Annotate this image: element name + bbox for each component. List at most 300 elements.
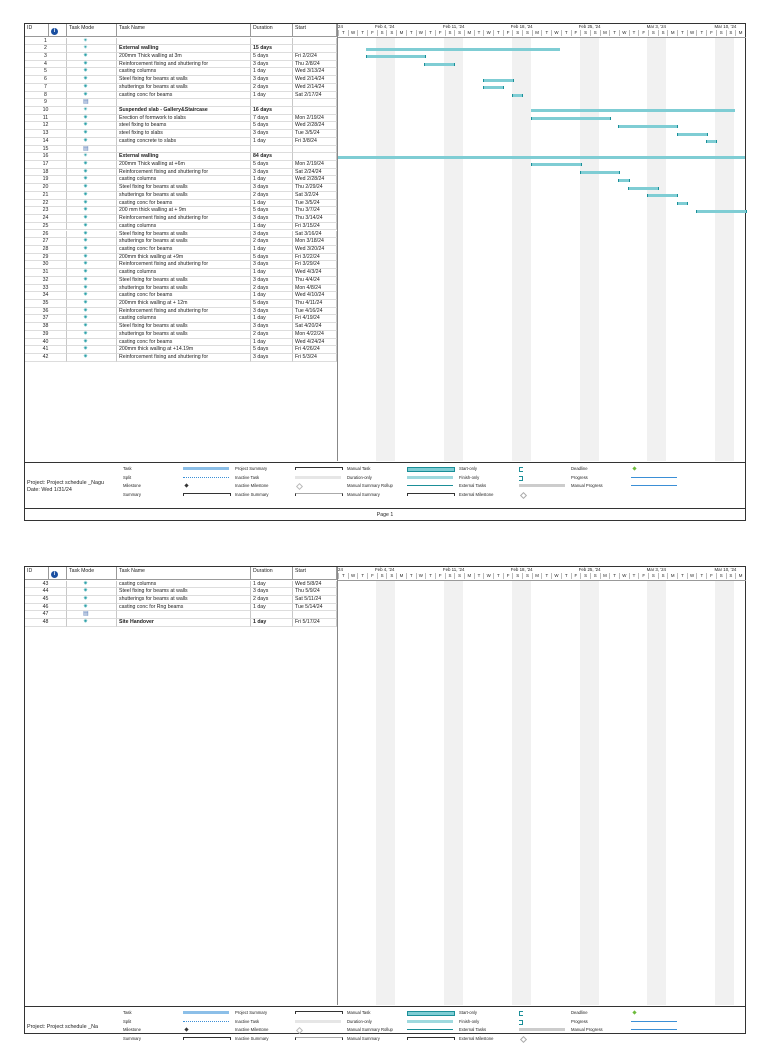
task-bar[interactable] <box>483 86 504 89</box>
pin-icon: ✷ <box>83 354 89 361</box>
task-mode-icon <box>67 138 117 146</box>
task-mode-icon <box>67 292 117 300</box>
task-name[interactable]: shutterings for beams at walls <box>117 285 251 293</box>
task-bar[interactable] <box>366 55 426 58</box>
task-start[interactable]: Fri 4/26/24 <box>293 346 337 354</box>
task-bar[interactable] <box>483 79 514 82</box>
task-duration[interactable]: 1 day <box>251 92 293 100</box>
task-row[interactable] <box>25 115 745 123</box>
task-duration[interactable]: 15 days <box>251 45 293 53</box>
pin-icon: ✷ <box>83 284 89 291</box>
task-duration[interactable]: 2 days <box>251 192 293 200</box>
task-start[interactable]: Fri 5/3/24 <box>293 354 337 362</box>
task-start[interactable] <box>293 107 337 115</box>
timescale-day-label: M <box>396 573 406 579</box>
task-duration[interactable]: 1 day <box>251 604 293 612</box>
timescale-day-label: S <box>726 30 736 36</box>
task-name[interactable]: Reinforcement fixing and shuttering for <box>117 308 251 316</box>
task-name[interactable]: Suspended slab - Gallery&Staircase <box>117 107 251 115</box>
task-row[interactable] <box>25 254 745 262</box>
task-row[interactable] <box>25 246 745 254</box>
task-id: 18 <box>25 169 67 177</box>
task-bar[interactable] <box>696 210 747 213</box>
task-duration[interactable]: 3 days <box>251 261 293 269</box>
task-duration[interactable]: 3 days <box>251 130 293 138</box>
task-row[interactable] <box>25 323 745 331</box>
task-duration[interactable]: 3 days <box>251 184 293 192</box>
task-row[interactable] <box>25 138 745 146</box>
task-start[interactable] <box>293 38 337 46</box>
task-mode-icon <box>67 269 117 277</box>
task-name[interactable]: 200mm thick walling at + 12m <box>117 300 251 308</box>
task-duration[interactable]: 1 day <box>251 176 293 184</box>
task-name[interactable]: shutterings for beams at walls <box>117 84 251 92</box>
legend-symbol <box>632 466 636 470</box>
task-duration[interactable]: 1 day <box>251 223 293 231</box>
task-start[interactable] <box>293 45 337 53</box>
task-row[interactable] <box>25 619 745 627</box>
task-name[interactable]: casting conc for Rng beams <box>117 604 251 612</box>
task-name[interactable]: casting columns <box>117 581 251 589</box>
task-name[interactable]: casting conc for beams <box>117 292 251 300</box>
task-start[interactable]: Sat 5/11/24 <box>293 596 337 604</box>
task-name[interactable]: Reinforcement fixing and shuttering for <box>117 215 251 223</box>
task-start[interactable]: Sat 3/16/24 <box>293 231 337 239</box>
task-duration[interactable] <box>251 611 293 619</box>
task-duration[interactable]: 3 days <box>251 215 293 223</box>
task-name[interactable]: Steel fixing for beams at walls <box>117 76 251 84</box>
task-name[interactable]: Reinforcement fixing and shuttering for <box>117 354 251 362</box>
pin-icon: ✷ <box>83 269 89 276</box>
task-bar[interactable] <box>618 125 678 128</box>
task-duration[interactable]: 3 days <box>251 588 293 596</box>
timescale-week-label: Feb 11, '24 <box>442 567 465 572</box>
task-name[interactable]: 200 mm thick walling at + 9m <box>117 207 251 215</box>
task-start[interactable]: Sat 4/20/24 <box>293 323 337 331</box>
task-row[interactable] <box>25 285 745 293</box>
column-header-name[interactable]: Task Name <box>117 24 251 37</box>
task-name[interactable]: casting columns <box>117 269 251 277</box>
task-duration[interactable]: 2 days <box>251 331 293 339</box>
task-start[interactable]: Wed 2/28/24 <box>293 122 337 130</box>
task-start[interactable]: Fri 5/17/24 <box>293 619 337 627</box>
column-header-name[interactable]: Task Name <box>117 567 251 580</box>
task-name[interactable]: shutterings for beams at walls <box>117 238 251 246</box>
task-name[interactable]: casting columns <box>117 68 251 76</box>
task-duration[interactable]: 84 days <box>251 153 293 161</box>
task-mode-icon <box>67 246 117 254</box>
task-duration[interactable]: 3 days <box>251 354 293 362</box>
task-row[interactable] <box>25 207 745 215</box>
task-row[interactable] <box>25 339 745 347</box>
task-mode-icon <box>67 604 117 612</box>
task-row[interactable] <box>25 315 745 323</box>
task-start[interactable]: Sat 2/24/24 <box>293 169 337 177</box>
task-row[interactable] <box>25 292 745 300</box>
legend-item: Inactive Summary <box>235 491 269 497</box>
task-start[interactable]: Mon 4/22/24 <box>293 331 337 339</box>
legend-item: Task <box>123 466 132 471</box>
timescale-day-label: T <box>425 573 435 579</box>
task-duration[interactable]: 2 days <box>251 596 293 604</box>
timescale-day-label: T <box>677 30 687 36</box>
task-row[interactable] <box>25 588 745 596</box>
task-id: 31 <box>25 269 67 277</box>
task-name[interactable]: casting conc for beams <box>117 92 251 100</box>
task-start[interactable] <box>293 611 337 619</box>
task-start[interactable]: Wed 3/13/24 <box>293 68 337 76</box>
task-name[interactable]: Reinforcement fixing and shuttering for <box>117 261 251 269</box>
legend-item: Task <box>123 1010 132 1015</box>
task-duration[interactable]: 5 days <box>251 346 293 354</box>
legend-symbol <box>407 1011 455 1016</box>
task-bar[interactable] <box>618 179 630 182</box>
task-name[interactable] <box>117 38 251 46</box>
task-name[interactable]: casting concrete to slabs <box>117 138 251 146</box>
task-start[interactable]: Thu 4/11/24 <box>293 300 337 308</box>
task-start[interactable]: Wed 5/8/24 <box>293 581 337 589</box>
task-row[interactable] <box>25 146 745 154</box>
weekend-shade <box>715 580 734 1005</box>
task-mode-icon <box>67 231 117 239</box>
legend-symbol <box>407 476 453 479</box>
task-name[interactable]: External walling <box>117 45 251 53</box>
column-header-info[interactable] <box>49 24 67 37</box>
task-mode-icon <box>67 61 117 69</box>
task-duration[interactable]: 7 days <box>251 115 293 123</box>
task-row[interactable] <box>25 215 745 223</box>
pin-icon: ✷ <box>83 137 89 144</box>
pin-icon: ✷ <box>83 603 89 610</box>
timescale-day-label: F <box>638 30 648 36</box>
timescale-day-label: F <box>435 573 445 579</box>
legend-item: External Milestone <box>459 491 494 497</box>
task-start[interactable]: Thu 2/8/24 <box>293 61 337 69</box>
task-start[interactable]: Sat 2/17/24 <box>293 92 337 100</box>
task-id: 35 <box>25 300 67 308</box>
legend-item: Project Summary <box>235 466 268 471</box>
task-start[interactable]: Fri 4/19/24 <box>293 315 337 323</box>
task-name[interactable]: casting conc for beams <box>117 246 251 254</box>
task-row[interactable] <box>25 76 745 84</box>
task-row[interactable] <box>25 192 745 200</box>
task-duration[interactable]: 3 days <box>251 61 293 69</box>
task-duration[interactable]: 3 days <box>251 76 293 84</box>
task-start[interactable]: Mon 3/18/24 <box>293 238 337 246</box>
timescale-day-label: F <box>638 573 648 579</box>
task-name[interactable] <box>117 146 251 154</box>
task-name[interactable]: shutterings for beams at walls <box>117 331 251 339</box>
task-row[interactable] <box>25 61 745 69</box>
task-row[interactable] <box>25 130 745 138</box>
summary-bar[interactable] <box>337 156 745 159</box>
task-start[interactable]: Wed 2/14/24 <box>293 84 337 92</box>
task-start[interactable]: Sat 3/2/24 <box>293 192 337 200</box>
task-duration[interactable]: 3 days <box>251 323 293 331</box>
task-name[interactable] <box>117 611 251 619</box>
task-name[interactable]: casting columns <box>117 223 251 231</box>
task-bar[interactable] <box>512 94 524 97</box>
pin-icon: ✷ <box>83 315 89 322</box>
timescale-day-label: F <box>367 30 377 36</box>
task-start[interactable]: Thu 3/14/24 <box>293 215 337 223</box>
task-duration[interactable]: 1 day <box>251 138 293 146</box>
task-start[interactable]: Tue 3/5/24 <box>293 130 337 138</box>
timescale-day-label: M <box>600 30 610 36</box>
task-name[interactable]: Steel fixing for beams at walls <box>117 323 251 331</box>
task-start[interactable]: Mon 2/19/24 <box>293 161 337 169</box>
legend-symbol <box>519 1028 565 1031</box>
task-duration[interactable]: 1 day <box>251 200 293 208</box>
legend-symbol <box>295 476 341 479</box>
timescale-day-label: S <box>648 573 658 579</box>
task-name[interactable]: steel fixing to beams <box>117 122 251 130</box>
task-row[interactable] <box>25 308 745 316</box>
task-duration[interactable]: 1 day <box>251 581 293 589</box>
task-name[interactable]: Reinforcement fixing and shuttering for <box>117 61 251 69</box>
task-bar[interactable] <box>647 194 678 197</box>
task-start[interactable]: Wed 2/14/24 <box>293 76 337 84</box>
task-id: 39 <box>25 331 67 339</box>
task-name[interactable]: Steel fixing for beams at walls <box>117 277 251 285</box>
task-start[interactable]: Fri 3/29/24 <box>293 261 337 269</box>
task-name[interactable]: Site Handover <box>117 619 251 627</box>
timescale-day-label: F <box>571 30 581 36</box>
task-start[interactable]: Wed 4/3/24 <box>293 269 337 277</box>
task-start[interactable]: Tue 4/16/24 <box>293 308 337 316</box>
task-bar[interactable] <box>531 117 611 120</box>
column-header-start[interactable]: Start <box>293 24 337 37</box>
task-mode-icon <box>67 146 117 154</box>
task-row[interactable] <box>25 604 745 612</box>
task-duration[interactable]: 5 days <box>251 53 293 61</box>
task-name[interactable] <box>117 99 251 107</box>
task-name[interactable]: 200mm Thick walling at +6m <box>117 161 251 169</box>
task-duration[interactable]: 1 day <box>251 269 293 277</box>
summary-bar[interactable] <box>531 109 735 112</box>
task-start[interactable]: Wed 2/28/24 <box>293 176 337 184</box>
task-row[interactable] <box>25 269 745 277</box>
task-mode-icon <box>67 107 117 115</box>
task-name[interactable]: 200mm thick walling at +14.19m <box>117 346 251 354</box>
task-row[interactable] <box>25 200 745 208</box>
task-row[interactable] <box>25 231 745 239</box>
task-duration[interactable] <box>251 99 293 107</box>
legend-symbol <box>295 1011 343 1014</box>
task-row[interactable] <box>25 68 745 76</box>
summary-bar[interactable] <box>366 48 560 51</box>
timescale-day-label: T <box>561 573 571 579</box>
task-start[interactable]: Thu 5/9/24 <box>293 588 337 596</box>
column-header-id[interactable]: ID <box>25 24 49 37</box>
task-id: 28 <box>25 246 67 254</box>
task-row[interactable] <box>25 161 745 169</box>
task-row[interactable] <box>25 354 745 362</box>
task-mode-icon <box>67 254 117 262</box>
task-duration[interactable]: 5 days <box>251 161 293 169</box>
task-start[interactable]: Fri 3/22/24 <box>293 254 337 262</box>
pin-icon: ✷ <box>83 261 89 268</box>
task-row[interactable] <box>25 238 745 246</box>
task-id: 10 <box>25 107 67 115</box>
task-name[interactable]: External walling <box>117 153 251 161</box>
task-start[interactable]: Mon 4/8/24 <box>293 285 337 293</box>
task-duration[interactable]: 5 days <box>251 122 293 130</box>
task-start[interactable]: Wed 4/10/24 <box>293 292 337 300</box>
task-duration[interactable] <box>251 146 293 154</box>
task-id: 14 <box>25 138 67 146</box>
legend-item: Finish-only <box>459 474 480 480</box>
task-name[interactable]: Steel fixing for beams at walls <box>117 231 251 239</box>
column-header-mode[interactable]: Task Mode <box>67 567 117 580</box>
task-start[interactable]: Fri 3/8/24 <box>293 138 337 146</box>
pin-icon: ✷ <box>83 245 89 252</box>
task-id: 19 <box>25 176 67 184</box>
task-duration[interactable]: 1 day <box>251 246 293 254</box>
legend-symbol <box>407 485 453 487</box>
legend-item: Inactive Task <box>235 474 260 480</box>
task-start[interactable]: Thu 3/7/24 <box>293 207 337 215</box>
task-duration[interactable]: 2 days <box>251 238 293 246</box>
task-name[interactable]: casting conc for beams <box>117 200 251 208</box>
task-start[interactable]: Wed 4/24/24 <box>293 339 337 347</box>
task-name[interactable]: casting columns <box>117 315 251 323</box>
task-duration[interactable]: 2 days <box>251 84 293 92</box>
task-row[interactable] <box>25 169 745 177</box>
task-mode-icon <box>67 130 117 138</box>
task-id: 13 <box>25 130 67 138</box>
task-row[interactable] <box>25 300 745 308</box>
task-name[interactable]: Erection of formwork to slabs <box>117 115 251 123</box>
task-start[interactable]: Mon 2/19/24 <box>293 115 337 123</box>
timescale-day-label: T <box>338 30 348 36</box>
task-duration[interactable]: 3 days <box>251 169 293 177</box>
timescale-day-label: T <box>561 30 571 36</box>
task-row[interactable] <box>25 277 745 285</box>
legend-item: Progress <box>571 474 588 480</box>
task-bar[interactable] <box>677 133 708 136</box>
task-name[interactable]: 200mm Thick walling at 3m <box>117 53 251 61</box>
timescale-day-label: S <box>386 30 396 36</box>
task-row[interactable] <box>25 38 745 46</box>
task-row[interactable] <box>25 176 745 184</box>
pin-icon: ✷ <box>83 60 89 67</box>
task-duration[interactable]: 1 day <box>251 315 293 323</box>
column-header-duration[interactable]: Duration <box>251 567 293 580</box>
task-start[interactable]: Fri 3/15/24 <box>293 223 337 231</box>
timescale-day-label: S <box>445 30 455 36</box>
column-header-duration[interactable]: Duration <box>251 24 293 37</box>
pin-icon: ✷ <box>83 588 89 595</box>
task-duration[interactable]: 1 day <box>251 339 293 347</box>
column-header-info[interactable] <box>49 567 67 580</box>
column-header-start[interactable]: Start <box>293 567 337 580</box>
task-duration[interactable]: 16 days <box>251 107 293 115</box>
task-duration[interactable]: 3 days <box>251 231 293 239</box>
task-name[interactable]: casting columns <box>117 176 251 184</box>
task-start[interactable] <box>293 153 337 161</box>
task-row[interactable] <box>25 596 745 604</box>
task-row[interactable] <box>25 611 745 619</box>
task-id: 41 <box>25 346 67 354</box>
task-row[interactable] <box>25 346 745 354</box>
task-name[interactable]: casting conc for beams <box>117 339 251 347</box>
task-duration[interactable]: 5 days <box>251 254 293 262</box>
task-name[interactable]: shutterings for beams at walls <box>117 596 251 604</box>
task-mode-icon <box>67 331 117 339</box>
timescale-day-label: S <box>386 573 396 579</box>
timescale-day-label: W <box>687 573 697 579</box>
task-row[interactable] <box>25 331 745 339</box>
task-name[interactable]: shutterings for beams at walls <box>117 192 251 200</box>
timescale-day-label: S <box>377 30 387 36</box>
task-duration[interactable]: 5 days <box>251 207 293 215</box>
task-name[interactable]: Steel fixing for beams at walls <box>117 184 251 192</box>
legend-symbol <box>184 1028 188 1032</box>
task-duration[interactable]: 3 days <box>251 308 293 316</box>
task-duration[interactable]: 2 days <box>251 285 293 293</box>
auto-schedule-icon: ✴ <box>83 153 89 160</box>
pin-icon: ✷ <box>83 91 89 98</box>
task-bar[interactable] <box>628 187 659 190</box>
task-start[interactable]: Tue 5/14/24 <box>293 604 337 612</box>
task-start[interactable]: Thu 2/29/24 <box>293 184 337 192</box>
task-start[interactable]: Fri 2/2/24 <box>293 53 337 61</box>
task-row[interactable] <box>25 223 745 231</box>
timescale-week-label: Feb 25, '24 <box>578 24 601 29</box>
task-start[interactable]: Wed 3/20/24 <box>293 246 337 254</box>
task-id: 40 <box>25 339 67 347</box>
info-icon: i <box>51 28 58 35</box>
weekend-shade <box>512 580 531 1005</box>
task-duration[interactable]: 5 days <box>251 300 293 308</box>
task-duration[interactable]: 1 day <box>251 619 293 627</box>
task-row[interactable] <box>25 84 745 92</box>
timescale-week-label: Feb 4, '24 <box>375 24 395 29</box>
task-bar[interactable] <box>706 140 718 143</box>
task-duration[interactable]: 3 days <box>251 277 293 285</box>
task-name[interactable]: 200mm thick walling at +9m <box>117 254 251 262</box>
task-bar[interactable] <box>531 163 582 166</box>
gantt-divider <box>337 580 338 1005</box>
task-start[interactable] <box>293 99 337 107</box>
legend <box>25 462 745 509</box>
task-start[interactable]: Thu 4/4/24 <box>293 277 337 285</box>
legend <box>25 1006 745 1053</box>
task-duration[interactable]: 1 day <box>251 68 293 76</box>
legend-symbol <box>183 467 229 470</box>
task-duration[interactable]: 1 day <box>251 292 293 300</box>
task-bar[interactable] <box>580 171 621 174</box>
task-start[interactable]: Tue 3/5/24 <box>293 200 337 208</box>
task-row[interactable] <box>25 92 745 100</box>
column-header-mode[interactable]: Task Mode <box>67 24 117 37</box>
legend-symbol <box>183 493 231 496</box>
task-row[interactable] <box>25 581 745 589</box>
task-name[interactable]: Steel fixing for beams at walls <box>117 588 251 596</box>
timescale-week-label: Feb 4, '24 <box>375 567 395 572</box>
task-name[interactable]: Reinforcement fixing and shuttering for <box>117 169 251 177</box>
task-row[interactable] <box>25 261 745 269</box>
legend-item: External Milestone <box>459 1035 494 1041</box>
task-duration[interactable] <box>251 38 293 46</box>
column-header-id[interactable]: ID <box>25 567 49 580</box>
task-name[interactable]: steel fixing to slabs <box>117 130 251 138</box>
task-start[interactable] <box>293 146 337 154</box>
task-row[interactable] <box>25 99 745 107</box>
task-bar[interactable] <box>677 202 689 205</box>
task-bar[interactable] <box>424 63 455 66</box>
